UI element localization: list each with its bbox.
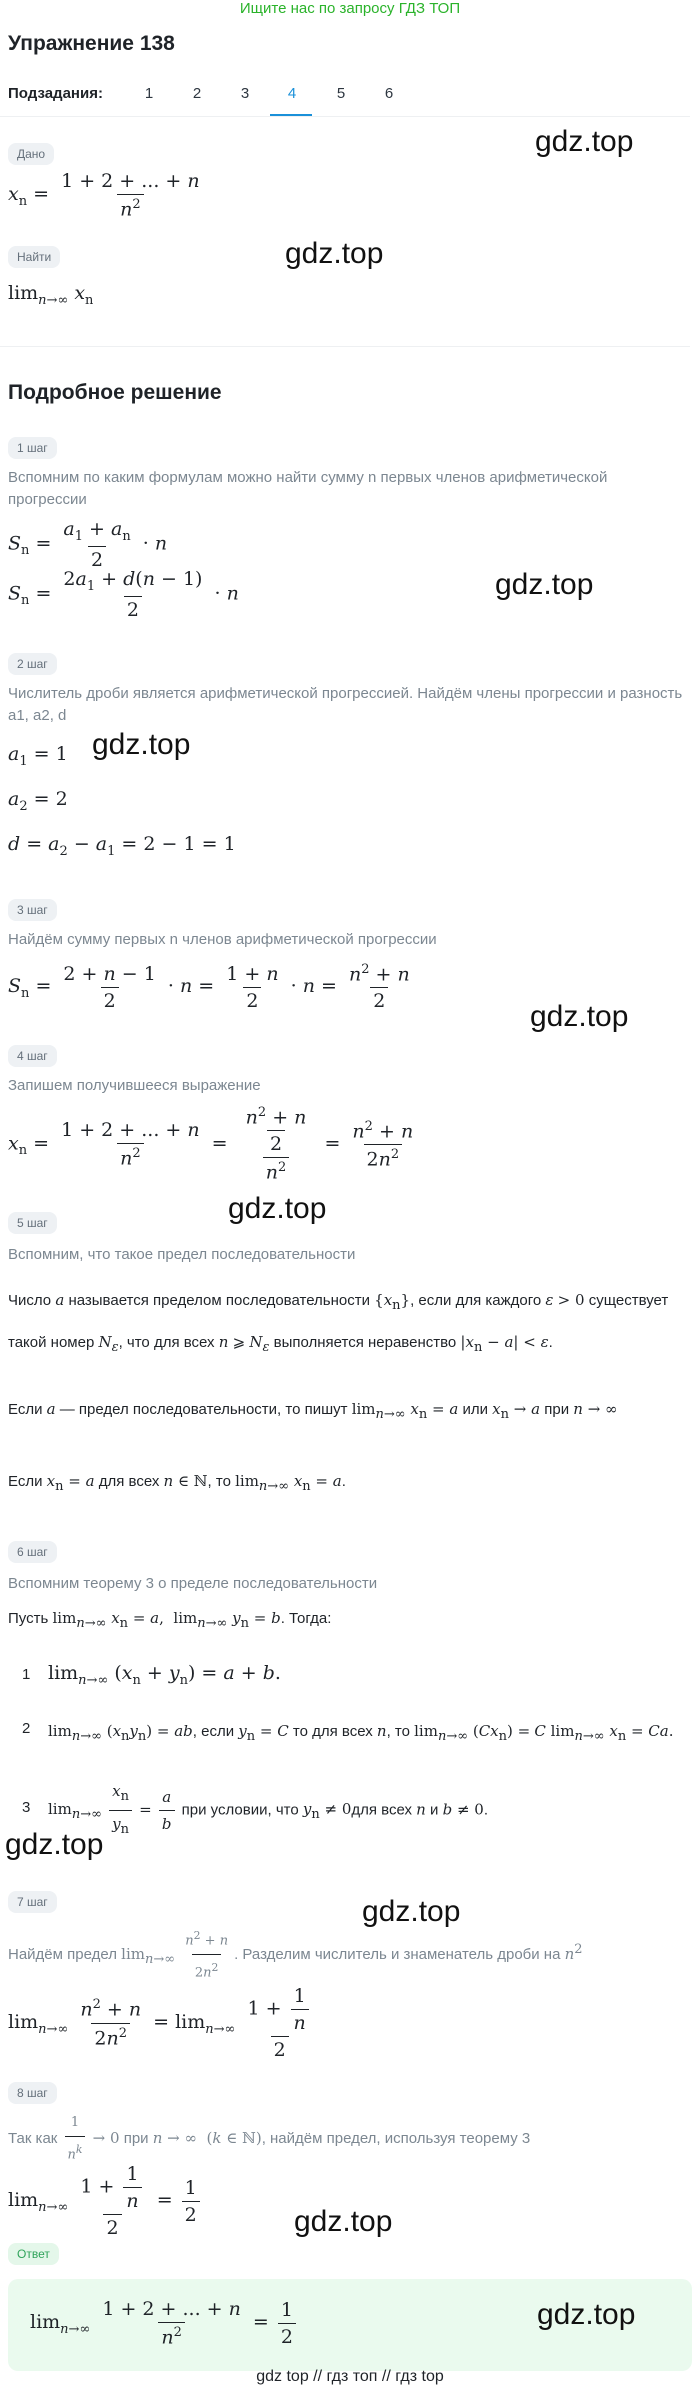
step-5-badge: 5 шаг xyxy=(8,1212,57,1234)
given-formula: $x_n$ = $\frac{1 + 2 + ... + n}{n^2}$ xyxy=(8,170,200,221)
step-5-notation: Если a — предел последовательности, то пишут $\lim_{n\to\infty} x_n = a$ или $x_n \to a$ при n → ∞ xyxy=(8,1400,618,1422)
step-2-d: $d = a_2 - a_1 = 2 - 1 = 1$ xyxy=(8,833,236,859)
step-1-text: Вспомним по каким формулам можно найти сумму n первых членов арифметической прогрессии xyxy=(8,469,608,508)
step-7-text: Найдём предел $\lim_{n\to\infty}$ $\frac{n^2 + n}{2n^2}$ . Разделим числитель и знаменатель дроби на $n^2$ xyxy=(8,1925,688,1985)
step-2-a2: $a_2 = 2$ xyxy=(8,788,68,814)
footer-link[interactable]: гдз топ xyxy=(326,2368,378,2385)
theorem-item-2: $\lim_{n\to\infty} (x_ny_n)$ = ab, если $y_n = C$ то для всех n, то $\lim_{n\to\infty} (Cx_n) = C$ $\lim_{n\to\infty} x_n = Ca$. xyxy=(48,1722,674,1744)
solution-title: Подробное решение xyxy=(8,381,222,404)
footer-link[interactable]: гдз top xyxy=(395,2368,444,2385)
given-badge: Дано xyxy=(8,143,54,165)
watermark: gdz.top xyxy=(228,1192,327,1225)
step-1-formula-a: $S_n$ = $\frac{a_1 + a_n}{2}$ · n xyxy=(8,518,168,571)
find-formula: $\lim_{n\to\infty} x_n$ xyxy=(8,282,94,308)
footer-link[interactable]: gdz top xyxy=(256,2368,309,2385)
section-divider xyxy=(0,346,690,347)
step-5-constant: Если $x_n = a$ для всех n ∈ ℕ, то $\lim_{n\to\infty} x_n = a$. xyxy=(8,1472,346,1494)
answer-formula: $\lim_{n\to\infty}$ $\frac{1 + 2 + ... + n}{n^2}$ = $\frac{1}{2}$ xyxy=(30,2298,299,2348)
step-7-formula: $\lim_{n\to\infty}$ $\frac{n^2 + n}{2n^2}$ = $\lim_{n\to\infty}$ 1 + $\frac{1}{n}$ 2 xyxy=(8,1985,318,2061)
step-8-formula: $\lim_{n\to\infty}$ 1 + $\frac{1}{n}$ 2 = $\frac{1}{2}$ xyxy=(8,2163,203,2239)
watermark: gdz.top xyxy=(285,237,384,270)
step-1-formula-b: $S_n$ = $\frac{2a_1 + d(n - 1)}{2}$ · n xyxy=(8,568,239,621)
step-5-definition: Число a называется пределом последовательности $\{x_n\}$, если для каждого ε > 0 существует такой номер $N_\varepsilon$, что для всех n ⩾ $N_\varepsilon$ выполняется неравенство $|x_n - a| < \varepsilon$. xyxy=(8,1291,669,1355)
step-4-text: Запишем получившееся выражение xyxy=(8,1077,261,1094)
step-6-text: Вспомним теорему 3 о пределе последовательности xyxy=(8,1575,378,1592)
step-3-badge: 3 шаг xyxy=(8,899,57,921)
step-3-formula: $S_n$ = $\frac{2 + n - 1}{2}$ · n = $\frac{1 + n}{2}$ · n = $\frac{n^2 + n}{2}$ xyxy=(8,962,410,1013)
watermark: gdz.top xyxy=(530,1000,629,1033)
step-1-badge: 1 шаг xyxy=(8,437,57,459)
watermark: gdz.top xyxy=(5,1828,104,1861)
footer-links xyxy=(0,2368,700,2386)
theorem-item-3-num: 3 xyxy=(22,1799,31,1816)
watermark: gdz.top xyxy=(362,1895,461,1928)
theorem-item-1: $\lim_{n\to\infty} (x_n + y_n) = a + b$. xyxy=(48,1662,281,1688)
theorem-item-1-num: 1 xyxy=(22,1666,31,1683)
step-8-text: Так как $\frac{1}{n^k}$ → 0 при n → ∞ (k ∈ ℕ), найдём предел, используя теорему 3 xyxy=(8,2112,688,2166)
find-badge: Найти xyxy=(8,246,60,268)
theorem-item-3: $\lim_{n\to\infty}$ $\frac{x_n}{y_n}$ = $\frac{a}{b}$ при условии, что $y_n \ne 0для$ всех n и b ≠ 0. xyxy=(48,1780,688,1841)
theorem-item-2-num: 2 xyxy=(22,1720,31,1737)
step-2-badge: 2 шаг xyxy=(8,653,57,675)
tab-6[interactable]: 6 xyxy=(384,85,394,102)
watermark: gdz.top xyxy=(92,728,191,761)
subtasks-label: Подзадания: xyxy=(8,85,103,102)
footer-separator: // xyxy=(381,2368,391,2385)
page-title: Упражнение 138 xyxy=(8,32,175,55)
tab-1[interactable]: 1 xyxy=(144,85,154,102)
watermark: gdz.top xyxy=(537,2298,636,2331)
step-7-badge: 7 шаг xyxy=(8,1891,57,1913)
step-4-formula: $x_n$ = $\frac{1 + 2 + ... + n}{n^2}$ = $\frac{\frac{n^2 + n}{2}}{n^2}$ = $\frac{n^2 + n}{2n^2}$ xyxy=(8,1105,414,1184)
step-2-a1: $a_1 = 1$ xyxy=(8,743,68,769)
step-8-badge: 8 шаг xyxy=(8,2082,57,2104)
step-4-badge: 4 шаг xyxy=(8,1045,57,1067)
tab-3[interactable]: 3 xyxy=(240,85,250,102)
watermark: gdz.top xyxy=(535,125,634,158)
step-2-text: Числитель дроби является арифметической прогрессией. Найдём члены прогрессии и разность a1, a2, d xyxy=(8,685,683,724)
tabs-divider xyxy=(0,116,690,117)
watermark: gdz.top xyxy=(294,2205,393,2238)
tab-4[interactable]: 4 xyxy=(287,85,297,102)
active-tab-indicator xyxy=(270,114,312,116)
step-5-text: Вспомним, что такое предел последовательности xyxy=(8,1246,356,1263)
tab-2[interactable]: 2 xyxy=(192,85,202,102)
tab-5[interactable]: 5 xyxy=(336,85,346,102)
watermark: gdz.top xyxy=(495,568,594,601)
footer-separator: // xyxy=(313,2368,323,2385)
step-6-intro: Пусть $\lim_{n\to\infty} x_n = a$, $\lim_{n\to\infty} y_n = b$. Тогда: xyxy=(8,1609,332,1631)
answer-badge: Ответ xyxy=(8,2243,59,2265)
search-us-link[interactable]: Ищите нас по запросу ГДЗ ТОП xyxy=(239,0,461,17)
step-6-badge: 6 шаг xyxy=(8,1541,57,1563)
step-3-text: Найдём сумму первых n членов арифметической прогрессии xyxy=(8,931,437,948)
